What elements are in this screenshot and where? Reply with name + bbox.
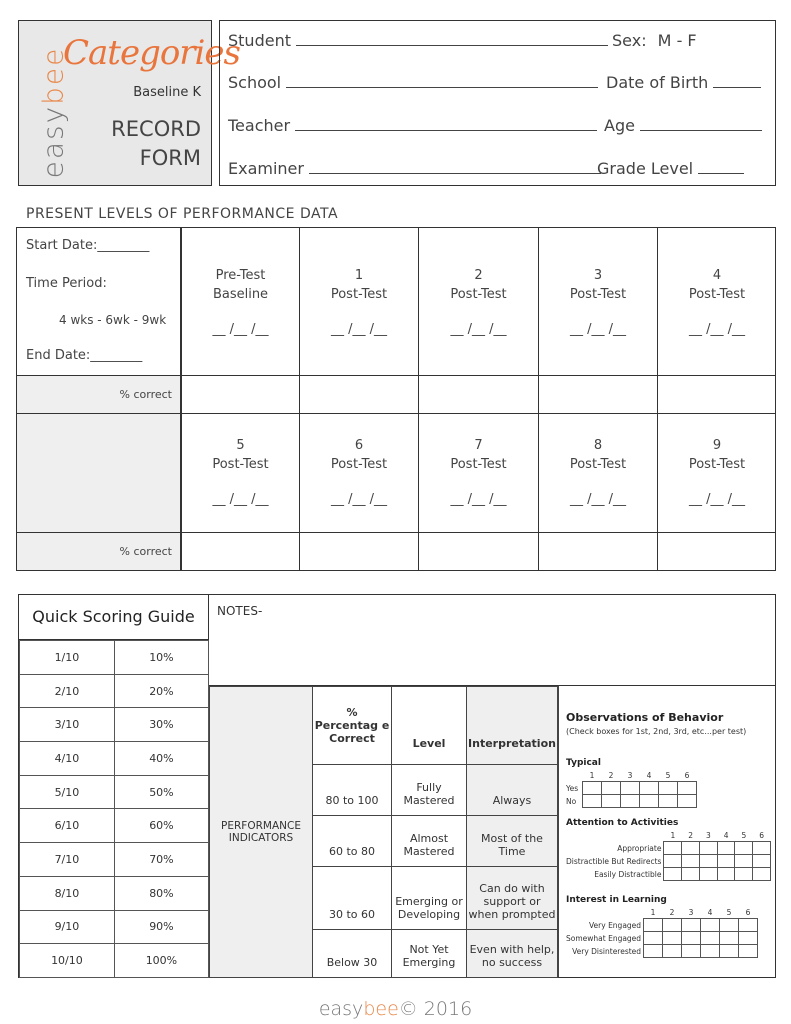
test-label: Post-Test bbox=[450, 287, 507, 302]
test-cell[interactable] bbox=[538, 228, 657, 376]
qsg-table bbox=[19, 640, 209, 978]
quick-scoring-guide bbox=[19, 595, 209, 977]
obs-checkbox[interactable] bbox=[659, 795, 678, 808]
obs-row-label: Very Disinterested bbox=[572, 946, 642, 956]
obs-checkbox[interactable] bbox=[682, 945, 701, 958]
row2-label-cell bbox=[17, 414, 181, 533]
obs-checkbox[interactable] bbox=[644, 945, 663, 958]
qsg-cell: 7/10 bbox=[20, 843, 115, 877]
qsg-cell: 1/10 bbox=[20, 641, 115, 675]
test-cell[interactable] bbox=[181, 228, 299, 376]
obs-col-number: 3 bbox=[627, 770, 633, 780]
date-blank[interactable]: __ /__ /__ bbox=[330, 492, 388, 507]
obs-checkbox[interactable] bbox=[717, 868, 735, 881]
test-number: 7 bbox=[474, 438, 483, 453]
record-form-label: RECORD FORM bbox=[111, 117, 201, 170]
obs-checkbox[interactable] bbox=[621, 795, 640, 808]
pct-correct-cell[interactable] bbox=[538, 376, 657, 414]
test-number: 6 bbox=[354, 438, 364, 453]
obs-checkbox[interactable] bbox=[640, 782, 659, 795]
test-number: Pre-Test bbox=[215, 268, 266, 283]
obs-row-label: Appropriate bbox=[617, 843, 662, 853]
test-label: Post-Test bbox=[569, 287, 627, 302]
qsg-row bbox=[20, 641, 209, 675]
obs-checkbox[interactable] bbox=[753, 855, 771, 868]
qsg-row bbox=[20, 944, 209, 978]
date-blank[interactable]: __ /__ /__ bbox=[450, 322, 507, 337]
qsg-cell: 5/10 bbox=[20, 775, 115, 809]
obs-title: Observations of Behavior bbox=[566, 711, 724, 724]
obs-checkbox[interactable] bbox=[664, 868, 682, 881]
test-number: 4 bbox=[712, 268, 722, 283]
test-cell[interactable] bbox=[657, 414, 776, 533]
test-cell[interactable] bbox=[538, 414, 657, 533]
form-title: Categories bbox=[63, 33, 240, 73]
qsg-row bbox=[20, 708, 209, 742]
test-label: Post-Test bbox=[330, 457, 388, 472]
obs-col-number: 6 bbox=[684, 770, 690, 780]
test-label: Post-Test bbox=[569, 457, 627, 472]
obs-col-number: 6 bbox=[745, 907, 751, 917]
dob-field[interactable]: Date of Birth bbox=[606, 73, 761, 92]
obs-checkbox[interactable] bbox=[735, 868, 753, 881]
date-blank[interactable]: __ /__ /__ bbox=[212, 492, 269, 507]
obs-col-number: 4 bbox=[707, 907, 713, 917]
qsg-cell: 30% bbox=[114, 708, 208, 742]
qsg-cell: 70% bbox=[114, 843, 208, 877]
obs-col-number: 1 bbox=[589, 770, 595, 780]
examiner-field[interactable]: Examiner bbox=[228, 159, 601, 178]
date-blank[interactable]: __ /__ /__ bbox=[212, 322, 269, 337]
pi-header-level: Level bbox=[392, 687, 467, 765]
obs-checkbox[interactable] bbox=[739, 932, 758, 945]
obs-checkbox[interactable] bbox=[682, 868, 700, 881]
logo-box bbox=[18, 20, 240, 186]
obs-checkbox[interactable] bbox=[682, 855, 700, 868]
date-blank[interactable]: __ /__ /__ bbox=[450, 492, 507, 507]
age-field[interactable]: Age bbox=[604, 116, 762, 135]
school-field[interactable]: School bbox=[228, 73, 598, 92]
obs-checkbox[interactable] bbox=[699, 855, 717, 868]
qsg-cell: 40% bbox=[114, 742, 208, 776]
obs-checkbox[interactable] bbox=[678, 782, 697, 795]
obs-col-number: 5 bbox=[741, 830, 747, 840]
plp-title: PRESENT LEVELS OF PERFORMANCE DATA bbox=[26, 206, 339, 222]
obs-col-number: 2 bbox=[608, 770, 614, 780]
obs-checkbox[interactable] bbox=[735, 842, 753, 855]
obs-row-label: Distractible But Redirects bbox=[566, 856, 662, 866]
test-cell[interactable] bbox=[299, 228, 418, 376]
obs-checkbox[interactable] bbox=[753, 868, 771, 881]
notes-area[interactable] bbox=[209, 595, 775, 686]
pct-correct-cell[interactable] bbox=[181, 533, 299, 570]
obs-col-number: 4 bbox=[723, 830, 729, 840]
test-cell[interactable] bbox=[418, 414, 538, 533]
qsg-row bbox=[20, 910, 209, 944]
notes-label: NOTES- bbox=[217, 604, 263, 618]
pi-level: Almost Mastered bbox=[392, 816, 467, 867]
obs-checkbox[interactable] bbox=[739, 945, 758, 958]
pct-correct-cell[interactable] bbox=[538, 533, 657, 570]
start-date-field[interactable]: Start Date:________ bbox=[26, 238, 150, 253]
test-number: 1 bbox=[354, 268, 364, 283]
date-blank[interactable]: __ /__ /__ bbox=[569, 322, 627, 337]
obs-col-number: 2 bbox=[669, 907, 675, 917]
test-label: Baseline bbox=[212, 287, 269, 302]
test-cell[interactable] bbox=[418, 228, 538, 376]
obs-row-label: No bbox=[566, 796, 577, 806]
pct-correct-cell[interactable] bbox=[657, 533, 776, 570]
footer-brand: easybee© 2016 bbox=[318, 998, 473, 1020]
student-field[interactable]: Student bbox=[228, 31, 608, 50]
pi-pct: 60 to 80 bbox=[313, 816, 392, 867]
pct-correct-cell[interactable] bbox=[657, 376, 776, 414]
test-label: Post-Test bbox=[688, 457, 746, 472]
obs-checkbox[interactable] bbox=[644, 932, 663, 945]
obs-checkbox[interactable] bbox=[682, 919, 701, 932]
pi-level: Emerging or Developing bbox=[392, 867, 467, 930]
pct-correct-label-1: % correct bbox=[119, 388, 172, 401]
obs-checkbox[interactable] bbox=[682, 842, 700, 855]
test-label: Post-Test bbox=[688, 287, 746, 302]
qsg-cell: 100% bbox=[114, 944, 208, 978]
qsg-title: Quick Scoring Guide bbox=[19, 595, 208, 640]
test-number: 2 bbox=[474, 268, 483, 283]
obs-checkbox[interactable] bbox=[701, 919, 720, 932]
test-number: 9 bbox=[712, 438, 722, 453]
form-subtitle: Baseline K bbox=[133, 85, 201, 100]
pi-level: Fully Mastered bbox=[392, 765, 467, 816]
obs-checkbox[interactable] bbox=[678, 795, 697, 808]
pct-correct-label-2: % correct bbox=[119, 545, 172, 558]
pct-correct-cell[interactable] bbox=[181, 376, 299, 414]
obs-col-number: 4 bbox=[646, 770, 652, 780]
test-cell[interactable] bbox=[181, 414, 299, 533]
obs-col-number: 3 bbox=[688, 907, 694, 917]
performance-indicators bbox=[209, 686, 558, 977]
obs-row-label: Easily Distractible bbox=[594, 869, 662, 879]
date-blank[interactable]: __ /__ /__ bbox=[330, 322, 388, 337]
obs-checkbox[interactable] bbox=[739, 919, 758, 932]
obs-checkbox[interactable] bbox=[659, 782, 678, 795]
teacher-field[interactable]: Teacher bbox=[228, 116, 597, 135]
date-blank[interactable]: __ /__ /__ bbox=[688, 492, 746, 507]
obs-checkbox[interactable] bbox=[663, 932, 682, 945]
grade-field[interactable]: Grade Level bbox=[597, 159, 744, 178]
obs-checkbox[interactable] bbox=[663, 945, 682, 958]
obs-col-number: 2 bbox=[688, 830, 693, 840]
obs-checkbox[interactable] bbox=[701, 932, 720, 945]
qsg-cell: 6/10 bbox=[20, 809, 115, 843]
sex-field[interactable]: Sex: M - F bbox=[612, 31, 697, 50]
pi-level: Not Yet Emerging bbox=[392, 930, 467, 978]
obs-checkbox[interactable] bbox=[664, 855, 682, 868]
obs-checkbox[interactable] bbox=[701, 945, 720, 958]
qsg-row bbox=[20, 843, 209, 877]
obs-checkbox[interactable] bbox=[640, 795, 659, 808]
test-number: 5 bbox=[236, 438, 245, 453]
obs-col-number: 1 bbox=[650, 907, 656, 917]
obs-col-number: 3 bbox=[705, 830, 711, 840]
obs-checkbox[interactable] bbox=[720, 919, 739, 932]
qsg-cell: 2/10 bbox=[20, 674, 115, 708]
test-cell[interactable] bbox=[657, 228, 776, 376]
qsg-cell: 9/10 bbox=[20, 910, 115, 944]
student-info-box bbox=[219, 20, 776, 186]
obs-checkbox[interactable] bbox=[602, 795, 621, 808]
pi-header-pct: % Percentag e Correct bbox=[313, 687, 392, 765]
test-label: Post-Test bbox=[330, 287, 388, 302]
pi-label: PERFORMANCE INDICATORS bbox=[210, 687, 313, 978]
obs-subtitle: (Check boxes for 1st, 2nd, 3rd, etc...per test) bbox=[566, 727, 747, 736]
pi-interp: Always bbox=[467, 765, 558, 816]
obs-group-label: Attention to Activities bbox=[566, 818, 679, 828]
qsg-cell: 4/10 bbox=[20, 742, 115, 776]
obs-row-label: Somewhat Engaged bbox=[566, 933, 642, 943]
pi-pct: Below 30 bbox=[313, 930, 392, 978]
qsg-cell: 10% bbox=[114, 641, 208, 675]
observations-panel bbox=[558, 686, 775, 977]
pct-correct-cell[interactable] bbox=[418, 533, 538, 570]
time-period-options[interactable]: 4 wks - 6wk - 9wk bbox=[59, 313, 167, 327]
test-number: 3 bbox=[593, 268, 603, 283]
obs-checkbox[interactable] bbox=[602, 782, 621, 795]
obs-checkbox[interactable] bbox=[717, 855, 735, 868]
test-cell[interactable] bbox=[299, 414, 418, 533]
obs-col-number: 6 bbox=[759, 830, 764, 840]
date-blank[interactable]: __ /__ /__ bbox=[569, 492, 627, 507]
date-blank[interactable]: __ /__ /__ bbox=[688, 322, 746, 337]
obs-group-label: Interest in Learning bbox=[566, 895, 667, 905]
bottom-section bbox=[18, 594, 776, 978]
test-label: Post-Test bbox=[450, 457, 507, 472]
qsg-row bbox=[20, 876, 209, 910]
obs-col-number: 5 bbox=[726, 907, 732, 917]
pi-pct: 30 to 60 bbox=[313, 867, 392, 930]
end-date-field[interactable]: End Date:________ bbox=[26, 348, 143, 363]
pct-correct-cell[interactable] bbox=[299, 376, 418, 414]
obs-checkbox[interactable] bbox=[717, 842, 735, 855]
obs-checkbox[interactable] bbox=[735, 855, 753, 868]
qsg-cell: 10/10 bbox=[20, 944, 115, 978]
obs-checkbox[interactable] bbox=[753, 842, 771, 855]
qsg-cell: 50% bbox=[114, 775, 208, 809]
qsg-cell: 80% bbox=[114, 876, 208, 910]
obs-checkbox[interactable] bbox=[583, 782, 602, 795]
qsg-cell: 8/10 bbox=[20, 876, 115, 910]
qsg-cell: 60% bbox=[114, 809, 208, 843]
obs-checkbox[interactable] bbox=[663, 919, 682, 932]
obs-checkbox[interactable] bbox=[682, 932, 701, 945]
obs-col-number: 1 bbox=[670, 830, 676, 840]
obs-checkbox[interactable] bbox=[664, 842, 682, 855]
obs-checkbox[interactable] bbox=[621, 782, 640, 795]
test-number: 8 bbox=[593, 438, 603, 453]
time-period-label: Time Period: bbox=[26, 276, 107, 291]
obs-col-number: 5 bbox=[665, 770, 671, 780]
qsg-row bbox=[20, 775, 209, 809]
qsg-cell: 20% bbox=[114, 674, 208, 708]
qsg-row bbox=[20, 742, 209, 776]
brand-vertical: easybee bbox=[36, 46, 70, 179]
pct-correct-cell[interactable] bbox=[299, 533, 418, 570]
obs-checkbox[interactable] bbox=[720, 932, 739, 945]
obs-checkbox[interactable] bbox=[699, 868, 717, 881]
pi-interp: Even with help, no success bbox=[467, 930, 558, 978]
obs-row-label: Yes bbox=[566, 783, 579, 793]
obs-group-label: Typical bbox=[566, 758, 601, 768]
pi-interp: Can do with support or when prompted bbox=[467, 867, 558, 930]
pct-correct-cell[interactable] bbox=[418, 376, 538, 414]
pi-header-interp: Interpretation bbox=[467, 687, 558, 765]
obs-checkbox[interactable] bbox=[720, 945, 739, 958]
obs-checkbox[interactable] bbox=[583, 795, 602, 808]
obs-checkbox[interactable] bbox=[699, 842, 717, 855]
pi-pct: 80 to 100 bbox=[313, 765, 392, 816]
qsg-row bbox=[20, 674, 209, 708]
obs-row-label: Very Engaged bbox=[589, 920, 642, 930]
obs-checkbox[interactable] bbox=[644, 919, 663, 932]
plp-table bbox=[16, 227, 776, 571]
pi-interp: Most of the Time bbox=[467, 816, 558, 867]
qsg-cell: 90% bbox=[114, 910, 208, 944]
test-label: Post-Test bbox=[212, 457, 269, 472]
qsg-row bbox=[20, 809, 209, 843]
qsg-cell: 3/10 bbox=[20, 708, 115, 742]
